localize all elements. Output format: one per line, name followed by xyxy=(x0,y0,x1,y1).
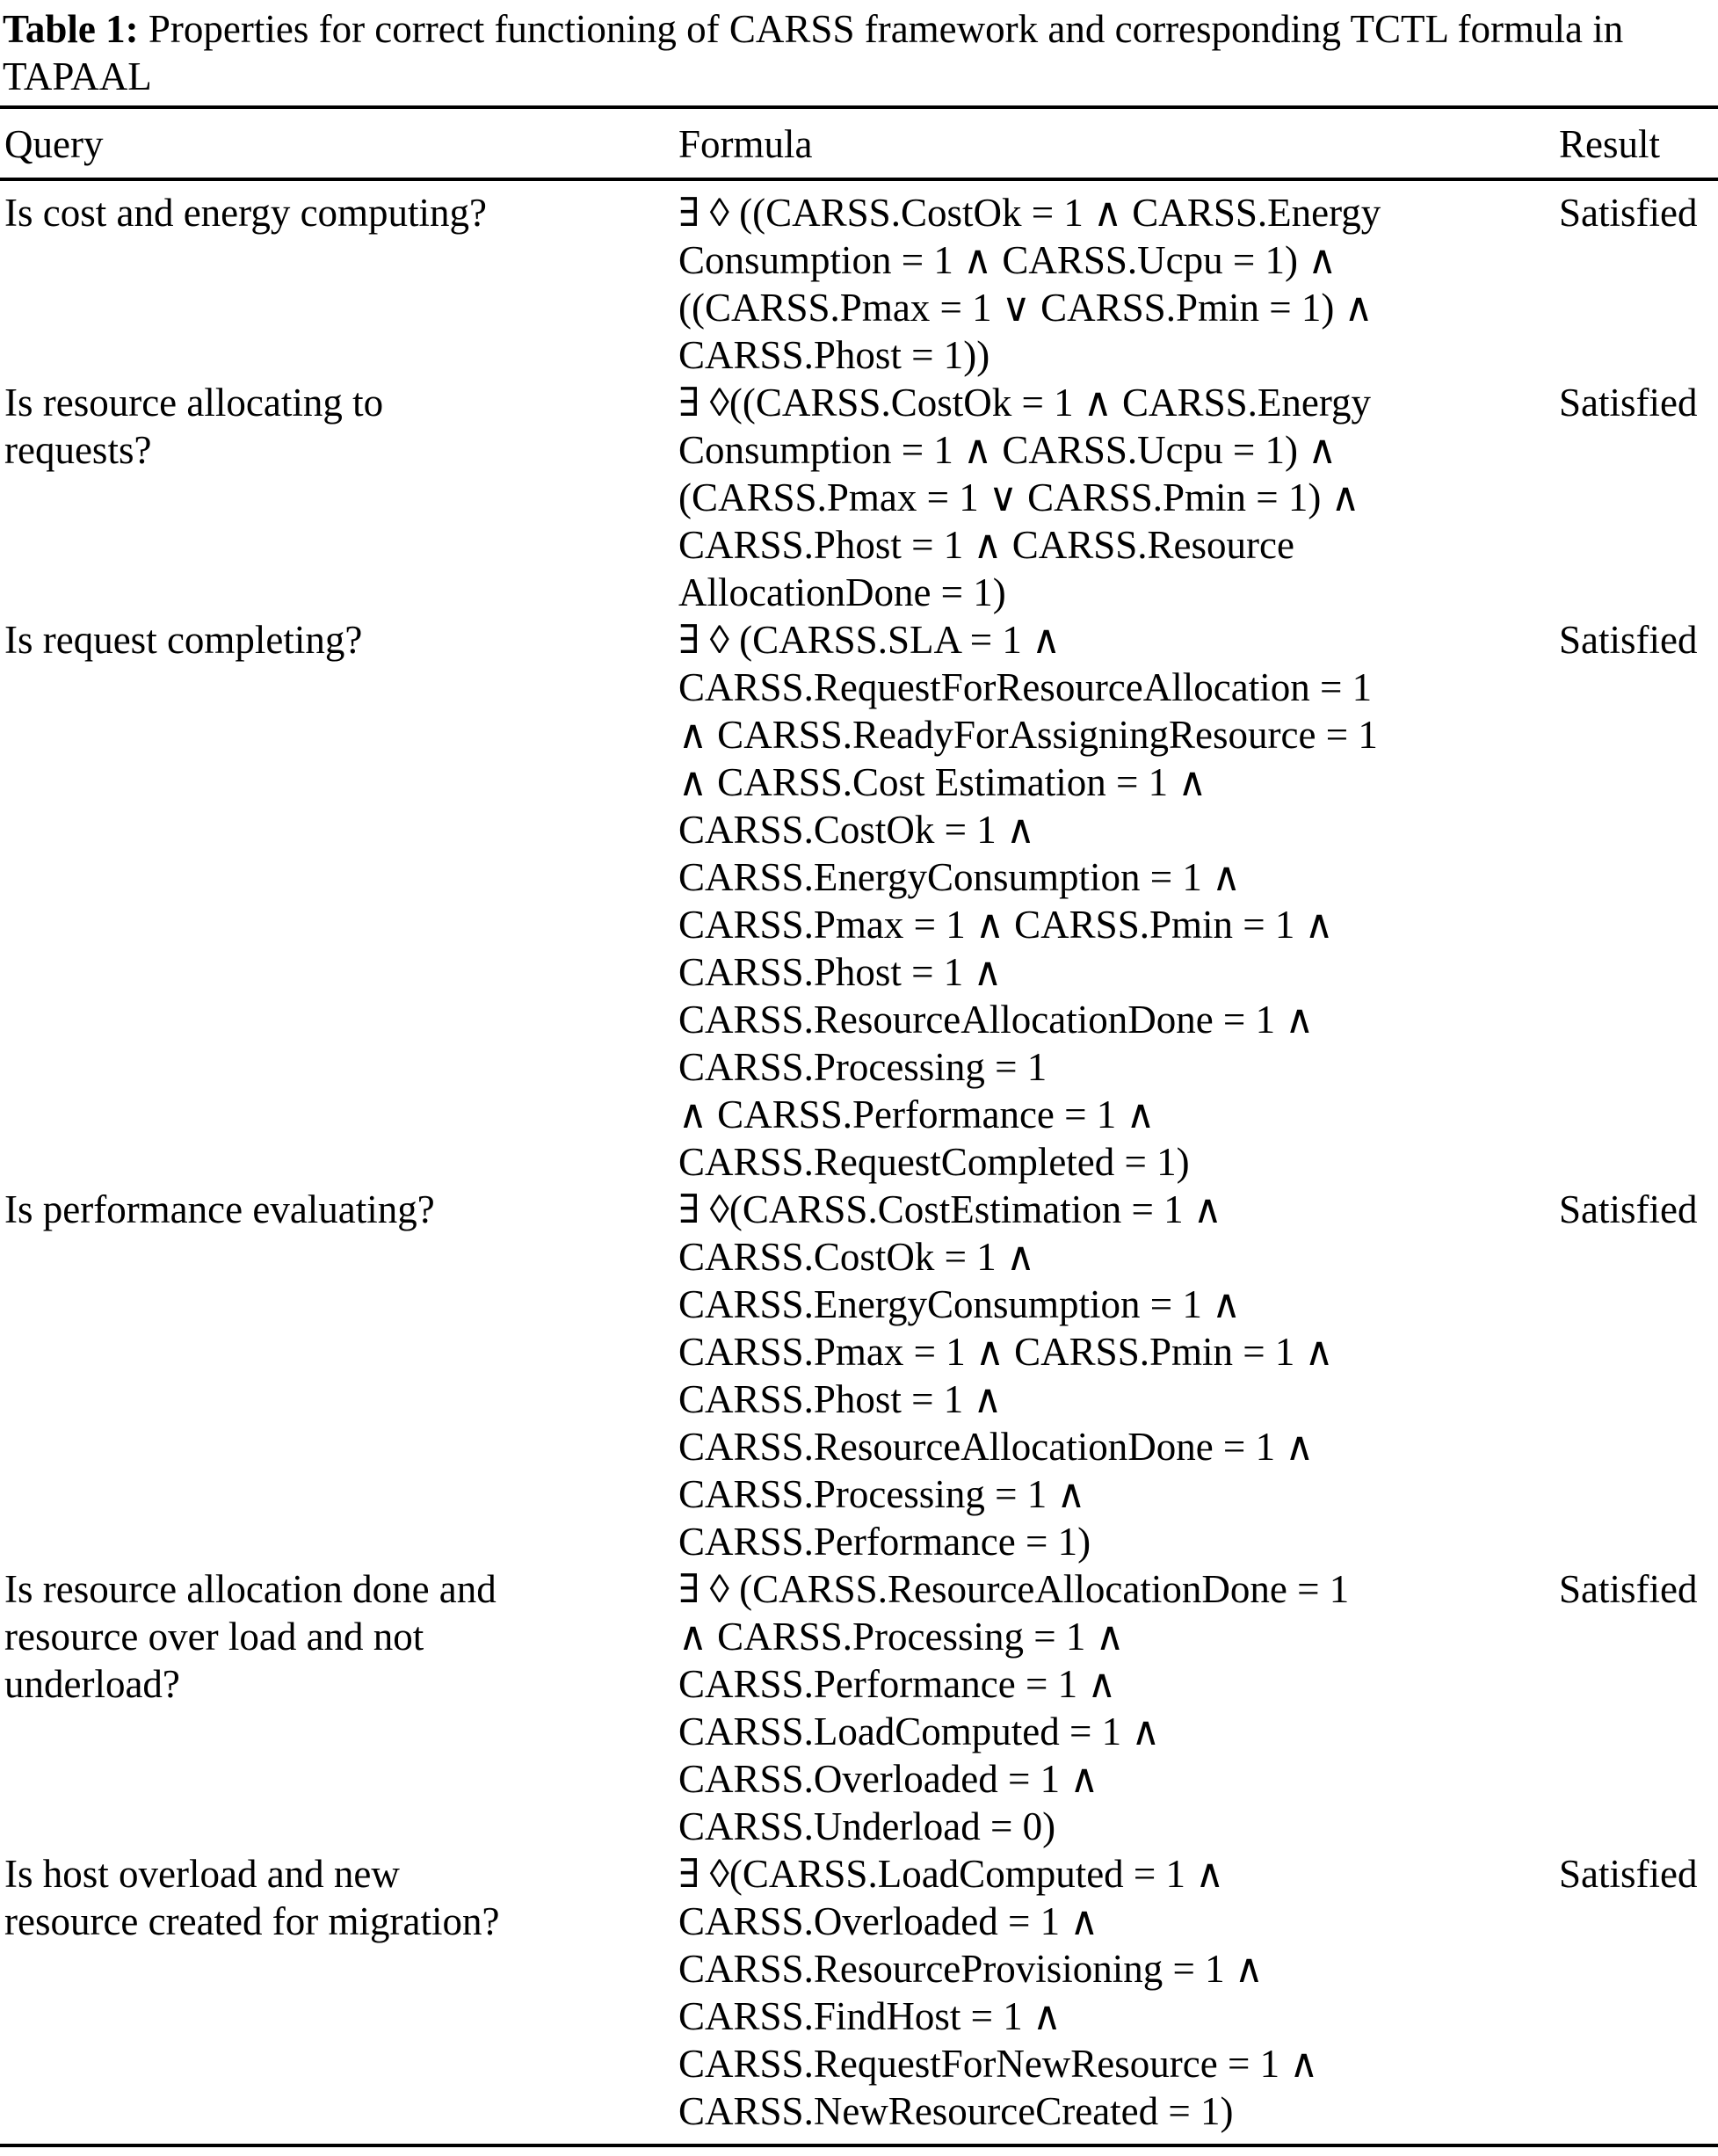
formula-cell xyxy=(678,189,1559,379)
text-line: CARSS.RequestCompleted = 1) xyxy=(678,1140,1190,1184)
text-line: ∃ ◊ (CARSS.ResourceAllocationDone = 1 xyxy=(678,1567,1350,1611)
table-row xyxy=(0,189,1718,379)
column-header-result: Result xyxy=(1559,122,1661,166)
table-row xyxy=(0,1565,1718,1850)
text-line: ((CARSS.Pmax = 1 ∨ CARSS.Pmin = 1) ∧ xyxy=(678,286,1374,330)
text-line: ∧ CARSS.Performance = 1 ∧ xyxy=(678,1093,1156,1136)
text-line: CARSS.RequestForNewResource = 1 ∧ xyxy=(678,2042,1319,2086)
formula-cell xyxy=(678,1565,1559,1850)
text-line: CARSS.CostOk = 1 ∧ xyxy=(678,1235,1035,1279)
text-line: Consumption = 1 ∧ CARSS.Ucpu = 1) ∧ xyxy=(678,238,1337,282)
text-line: Is performance evaluating? xyxy=(4,1187,435,1231)
text-line: ∧ CARSS.Processing = 1 ∧ xyxy=(678,1615,1125,1659)
text-line: CARSS.Phost = 1 ∧ xyxy=(678,950,1003,994)
formula-cell xyxy=(678,1850,1559,2135)
query-cell xyxy=(0,379,678,616)
text-line: Is resource allocating to xyxy=(4,381,384,425)
text-line: CARSS.ResourceProvisioning = 1 ∧ xyxy=(678,1947,1264,1991)
text-line: CARSS.Pmax = 1 ∧ CARSS.Pmin = 1 ∧ xyxy=(678,903,1334,947)
text-line: CARSS.Pmax = 1 ∧ CARSS.Pmin = 1 ∧ xyxy=(678,1330,1334,1374)
text-line: AllocationDone = 1) xyxy=(678,570,1006,614)
text-line: ∃ ◊((CARSS.CostOk = 1 ∧ CARSS.Energy xyxy=(678,381,1372,425)
text-line: Consumption = 1 ∧ CARSS.Ucpu = 1) ∧ xyxy=(678,428,1337,472)
text-line: CARSS.Processing = 1 xyxy=(678,1045,1047,1089)
formula-cell xyxy=(678,379,1559,616)
result-cell: Satisfied xyxy=(1559,1567,1698,1611)
formula-cell xyxy=(678,616,1559,1186)
text-line: requests? xyxy=(4,428,152,472)
text-line: underload? xyxy=(4,1662,180,1706)
text-line: CARSS.Processing = 1 ∧ xyxy=(678,1472,1086,1516)
text-line: CARSS.Phost = 1 ∧ xyxy=(678,1377,1003,1421)
text-line: CARSS.Overloaded = 1 ∧ xyxy=(678,1899,1099,1943)
text-line: CARSS.LoadComputed = 1 ∧ xyxy=(678,1710,1161,1753)
text-line: CARSS.RequestForResourceAllocation = 1 xyxy=(678,665,1373,709)
query-cell xyxy=(0,1186,678,1565)
table-row xyxy=(0,616,1718,1186)
column-header-formula: Formula xyxy=(678,122,813,166)
text-line: CARSS.Performance = 1) xyxy=(678,1520,1091,1564)
result-cell: Satisfied xyxy=(1559,1187,1698,1231)
text-line: Is host overload and new xyxy=(4,1852,400,1896)
text-line: CARSS.Phost = 1)) xyxy=(678,333,990,377)
text-line: ∧ CARSS.Cost Estimation = 1 ∧ xyxy=(678,760,1207,804)
query-cell xyxy=(0,1565,678,1850)
result-cell: Satisfied xyxy=(1559,618,1698,662)
table-body xyxy=(0,181,1718,2144)
query-cell xyxy=(0,1850,678,2135)
text-line: ∃ ◊(CARSS.LoadComputed = 1 ∧ xyxy=(678,1852,1225,1896)
result-cell: Satisfied xyxy=(1559,381,1698,425)
table-header-row xyxy=(0,109,1718,178)
table-row xyxy=(0,1850,1718,2135)
text-line: CARSS.Underload = 0) xyxy=(678,1804,1056,1848)
text-line: CARSS.Overloaded = 1 ∧ xyxy=(678,1757,1099,1801)
table-caption xyxy=(0,0,1714,100)
formula-cell xyxy=(678,1186,1559,1565)
text-line: (CARSS.Pmax = 1 ∨ CARSS.Pmin = 1) ∧ xyxy=(678,475,1360,519)
text-line: CARSS.EnergyConsumption = 1 ∧ xyxy=(678,855,1242,899)
text-line: resource over load and not xyxy=(4,1615,424,1659)
text-line: CARSS.ResourceAllocationDone = 1 ∧ xyxy=(678,998,1315,1042)
text-line: Is cost and energy computing? xyxy=(4,191,488,235)
text-line: ∃ ◊(CARSS.CostEstimation = 1 ∧ xyxy=(678,1187,1222,1231)
text-line: Is resource allocation done and xyxy=(4,1567,497,1611)
text-line: resource created for migration? xyxy=(4,1899,500,1943)
text-line: CARSS.FindHost = 1 ∧ xyxy=(678,1994,1062,2038)
query-cell xyxy=(0,616,678,1186)
text-line: CARSS.ResourceAllocationDone = 1 ∧ xyxy=(678,1425,1315,1469)
table-caption-text: Properties for correct functioning of CARSS framework and corresponding TCTL formula in TAPAAL xyxy=(3,7,1624,98)
text-line: ∃ ◊ (CARSS.SLA = 1 ∧ xyxy=(678,618,1062,662)
query-cell xyxy=(0,189,678,379)
text-line: CARSS.CostOk = 1 ∧ xyxy=(678,808,1035,852)
text-line: ∃ ◊ ((CARSS.CostOk = 1 ∧ CARSS.Energy xyxy=(678,191,1381,235)
result-cell: Satisfied xyxy=(1559,1852,1698,1896)
text-line: Is request completing? xyxy=(4,618,363,662)
column-header-query: Query xyxy=(4,122,104,166)
table-bottom-rule xyxy=(0,2144,1718,2147)
text-line: CARSS.EnergyConsumption = 1 ∧ xyxy=(678,1282,1242,1326)
table-row xyxy=(0,379,1718,616)
text-line: CARSS.Performance = 1 ∧ xyxy=(678,1662,1117,1706)
text-line: CARSS.NewResourceCreated = 1) xyxy=(678,2089,1234,2133)
text-line: CARSS.Phost = 1 ∧ CARSS.Resource xyxy=(678,523,1294,567)
text-line: ∧ CARSS.ReadyForAssigningResource = 1 xyxy=(678,713,1378,757)
table-row xyxy=(0,1186,1718,1565)
table-caption-label: Table 1: xyxy=(3,7,139,51)
result-cell: Satisfied xyxy=(1559,191,1698,235)
